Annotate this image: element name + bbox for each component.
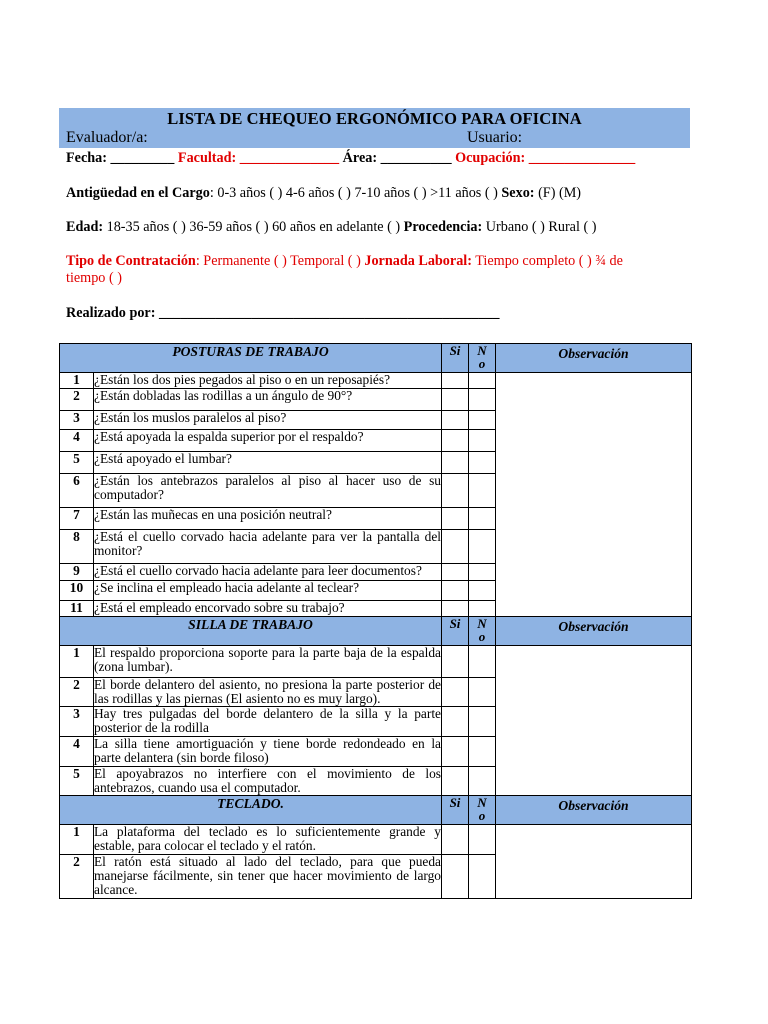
no-checkbox[interactable] <box>469 825 496 855</box>
no-column-header: N o <box>469 796 496 825</box>
age-label: Edad: <box>66 219 104 235</box>
no-checkbox[interactable] <box>469 767 496 796</box>
workday-label: Jornada Laboral: <box>364 253 472 269</box>
no-checkbox[interactable] <box>469 601 496 617</box>
no-checkbox[interactable] <box>469 678 496 707</box>
no-checkbox[interactable] <box>469 581 496 601</box>
sex-options: (F) (M) <box>534 185 582 201</box>
no-checkbox[interactable] <box>469 430 496 452</box>
yes-checkbox[interactable] <box>442 474 469 508</box>
yes-column-header: Si <box>442 617 469 646</box>
date-field: Fecha: _________ <box>66 150 175 166</box>
no-checkbox[interactable] <box>469 707 496 737</box>
no-checkbox[interactable] <box>469 855 496 899</box>
section-title: SILLA DE TRABAJO <box>60 617 442 646</box>
table-row: 6 ¿Están los antebrazos paralelos al piso al hacer uso de su computador? <box>60 474 692 508</box>
yes-checkbox[interactable] <box>442 825 469 855</box>
table-row: 3 ¿Están los muslos paralelos al piso? <box>60 411 692 430</box>
table-row: 5 ¿Está apoyado el lumbar? <box>60 452 692 474</box>
no-checkbox[interactable] <box>469 452 496 474</box>
observation-column-header: Observación <box>496 796 692 825</box>
table-row: 11 ¿Está el empleado encorvado sobre su trabajo? <box>60 601 692 617</box>
section-header-keyboard <box>60 796 692 825</box>
yes-checkbox[interactable] <box>442 430 469 452</box>
seniority-label: Antigüedad en el Cargo <box>66 185 210 201</box>
no-checkbox[interactable] <box>469 411 496 430</box>
table-row: 10 ¿Se inclina el empleado hacia adelante al teclear? <box>60 581 692 601</box>
table-row: 1 ¿Están los dos pies pegados al piso o en un reposapiés? <box>60 373 692 389</box>
no-checkbox[interactable] <box>469 530 496 564</box>
observation-column-header: Observación <box>496 617 692 646</box>
section-title: POSTURAS DE TRABAJO <box>60 344 442 373</box>
yes-checkbox[interactable] <box>442 564 469 581</box>
fields-line-4 <box>66 253 656 287</box>
no-checkbox[interactable] <box>469 646 496 678</box>
contract-label: Tipo de Contratación <box>66 253 196 269</box>
evaluator-label: Evaluador/a: <box>66 129 148 146</box>
origin-label: Procedencia: <box>403 219 483 235</box>
yes-checkbox[interactable] <box>442 581 469 601</box>
yes-checkbox[interactable] <box>442 411 469 430</box>
table-row: 1 La plataforma del teclado es lo suficientemente grande y estable, para colocar el teclado y el ratón. <box>60 825 692 855</box>
table-row: 4 La silla tiene amortiguación y tiene borde redondeado en la parte delantera (sin borde filoso) <box>60 737 692 767</box>
yes-checkbox[interactable] <box>442 508 469 530</box>
area-field: Área: __________ <box>342 150 452 166</box>
age-options: 18-35 años ( ) 36-59 años ( ) 60 años en adelante ( ) <box>103 219 404 235</box>
no-column-header: N o <box>469 344 496 373</box>
checklist-table <box>59 343 692 899</box>
seniority-options: : 0-3 años ( ) 4-6 años ( ) 7-10 años ( ) >11 años ( ) <box>209 185 502 201</box>
yes-checkbox[interactable] <box>442 646 469 678</box>
table-row: 4 ¿Está apoyada la espalda superior por el respaldo? <box>60 430 692 452</box>
fields-line-2 <box>66 185 581 202</box>
table-row: 2 El borde delantero del asiento, no presiona la parte posterior de las rodillas y las piernas (El asiento no es muy largo). <box>60 678 692 707</box>
document-title: LISTA DE CHEQUEO ERGONÓMICO PARA OFICINA <box>167 109 582 128</box>
observation-cell[interactable] <box>496 825 692 899</box>
observation-cell[interactable] <box>496 373 692 617</box>
sex-label: Sexo: <box>501 185 535 201</box>
workday-options: Tiempo completo ( ) ¾ de tiempo ( ) <box>66 253 623 286</box>
user-label: Usuario: <box>467 129 523 146</box>
no-checkbox[interactable] <box>469 474 496 508</box>
table-row: 3 Hay tres pulgadas del borde delantero de la silla y la parte posterior de la rodilla <box>60 707 692 737</box>
yes-checkbox[interactable] <box>442 855 469 899</box>
table-row: 7 ¿Están las muñecas en una posición neutral? <box>60 508 692 530</box>
section-header-postures <box>60 344 692 373</box>
occupation-field: Ocupación: _______________ <box>455 150 636 166</box>
yes-checkbox[interactable] <box>442 767 469 796</box>
table-row: 2 ¿Están dobladas las rodillas a un ángulo de 90°? <box>60 389 692 411</box>
yes-checkbox[interactable] <box>442 530 469 564</box>
observation-column-header: Observación <box>496 344 692 373</box>
table-row: 9 ¿Está el cuello corvado hacia adelante para leer documentos? <box>60 564 692 581</box>
no-checkbox[interactable] <box>469 737 496 767</box>
no-checkbox[interactable] <box>469 508 496 530</box>
yes-checkbox[interactable] <box>442 737 469 767</box>
no-column-header: N o <box>469 617 496 646</box>
performed-by-field: Realizado por: ________________________________________________ <box>66 305 500 321</box>
table-row: 8 ¿Está el cuello corvado hacia adelante para ver la pantalla del monitor? <box>60 530 692 564</box>
yes-checkbox[interactable] <box>442 373 469 389</box>
observation-cell[interactable] <box>496 646 692 796</box>
section-title: TECLADO. <box>60 796 442 825</box>
table-row: 5 El apoyabrazos no interfiere con el movimiento de los antebrazos, cuando usa el computador. <box>60 767 692 796</box>
header-band <box>59 108 690 148</box>
origin-options: Urbano ( ) Rural ( ) <box>482 219 597 235</box>
no-checkbox[interactable] <box>469 389 496 411</box>
no-checkbox[interactable] <box>469 373 496 389</box>
fields-line-1 <box>66 150 635 167</box>
table-row: 1 El respaldo proporciona soporte para la parte baja de la espalda (zona lumbar). <box>60 646 692 678</box>
fields-line-3 <box>66 219 596 236</box>
yes-checkbox[interactable] <box>442 678 469 707</box>
yes-checkbox[interactable] <box>442 707 469 737</box>
yes-checkbox[interactable] <box>442 601 469 617</box>
section-header-chair <box>60 617 692 646</box>
table-row: 2 El ratón está situado al lado del teclado, para que pueda manejarse fácilmente, sin tener que hacer movimiento de largo alcance. <box>60 855 692 899</box>
contract-options: : Permanente ( ) Temporal ( ) <box>195 253 365 269</box>
yes-checkbox[interactable] <box>442 452 469 474</box>
no-checkbox[interactable] <box>469 564 496 581</box>
yes-checkbox[interactable] <box>442 389 469 411</box>
yes-column-header: Si <box>442 796 469 825</box>
faculty-field: Facultad: ______________ <box>177 150 340 166</box>
yes-column-header: Si <box>442 344 469 373</box>
